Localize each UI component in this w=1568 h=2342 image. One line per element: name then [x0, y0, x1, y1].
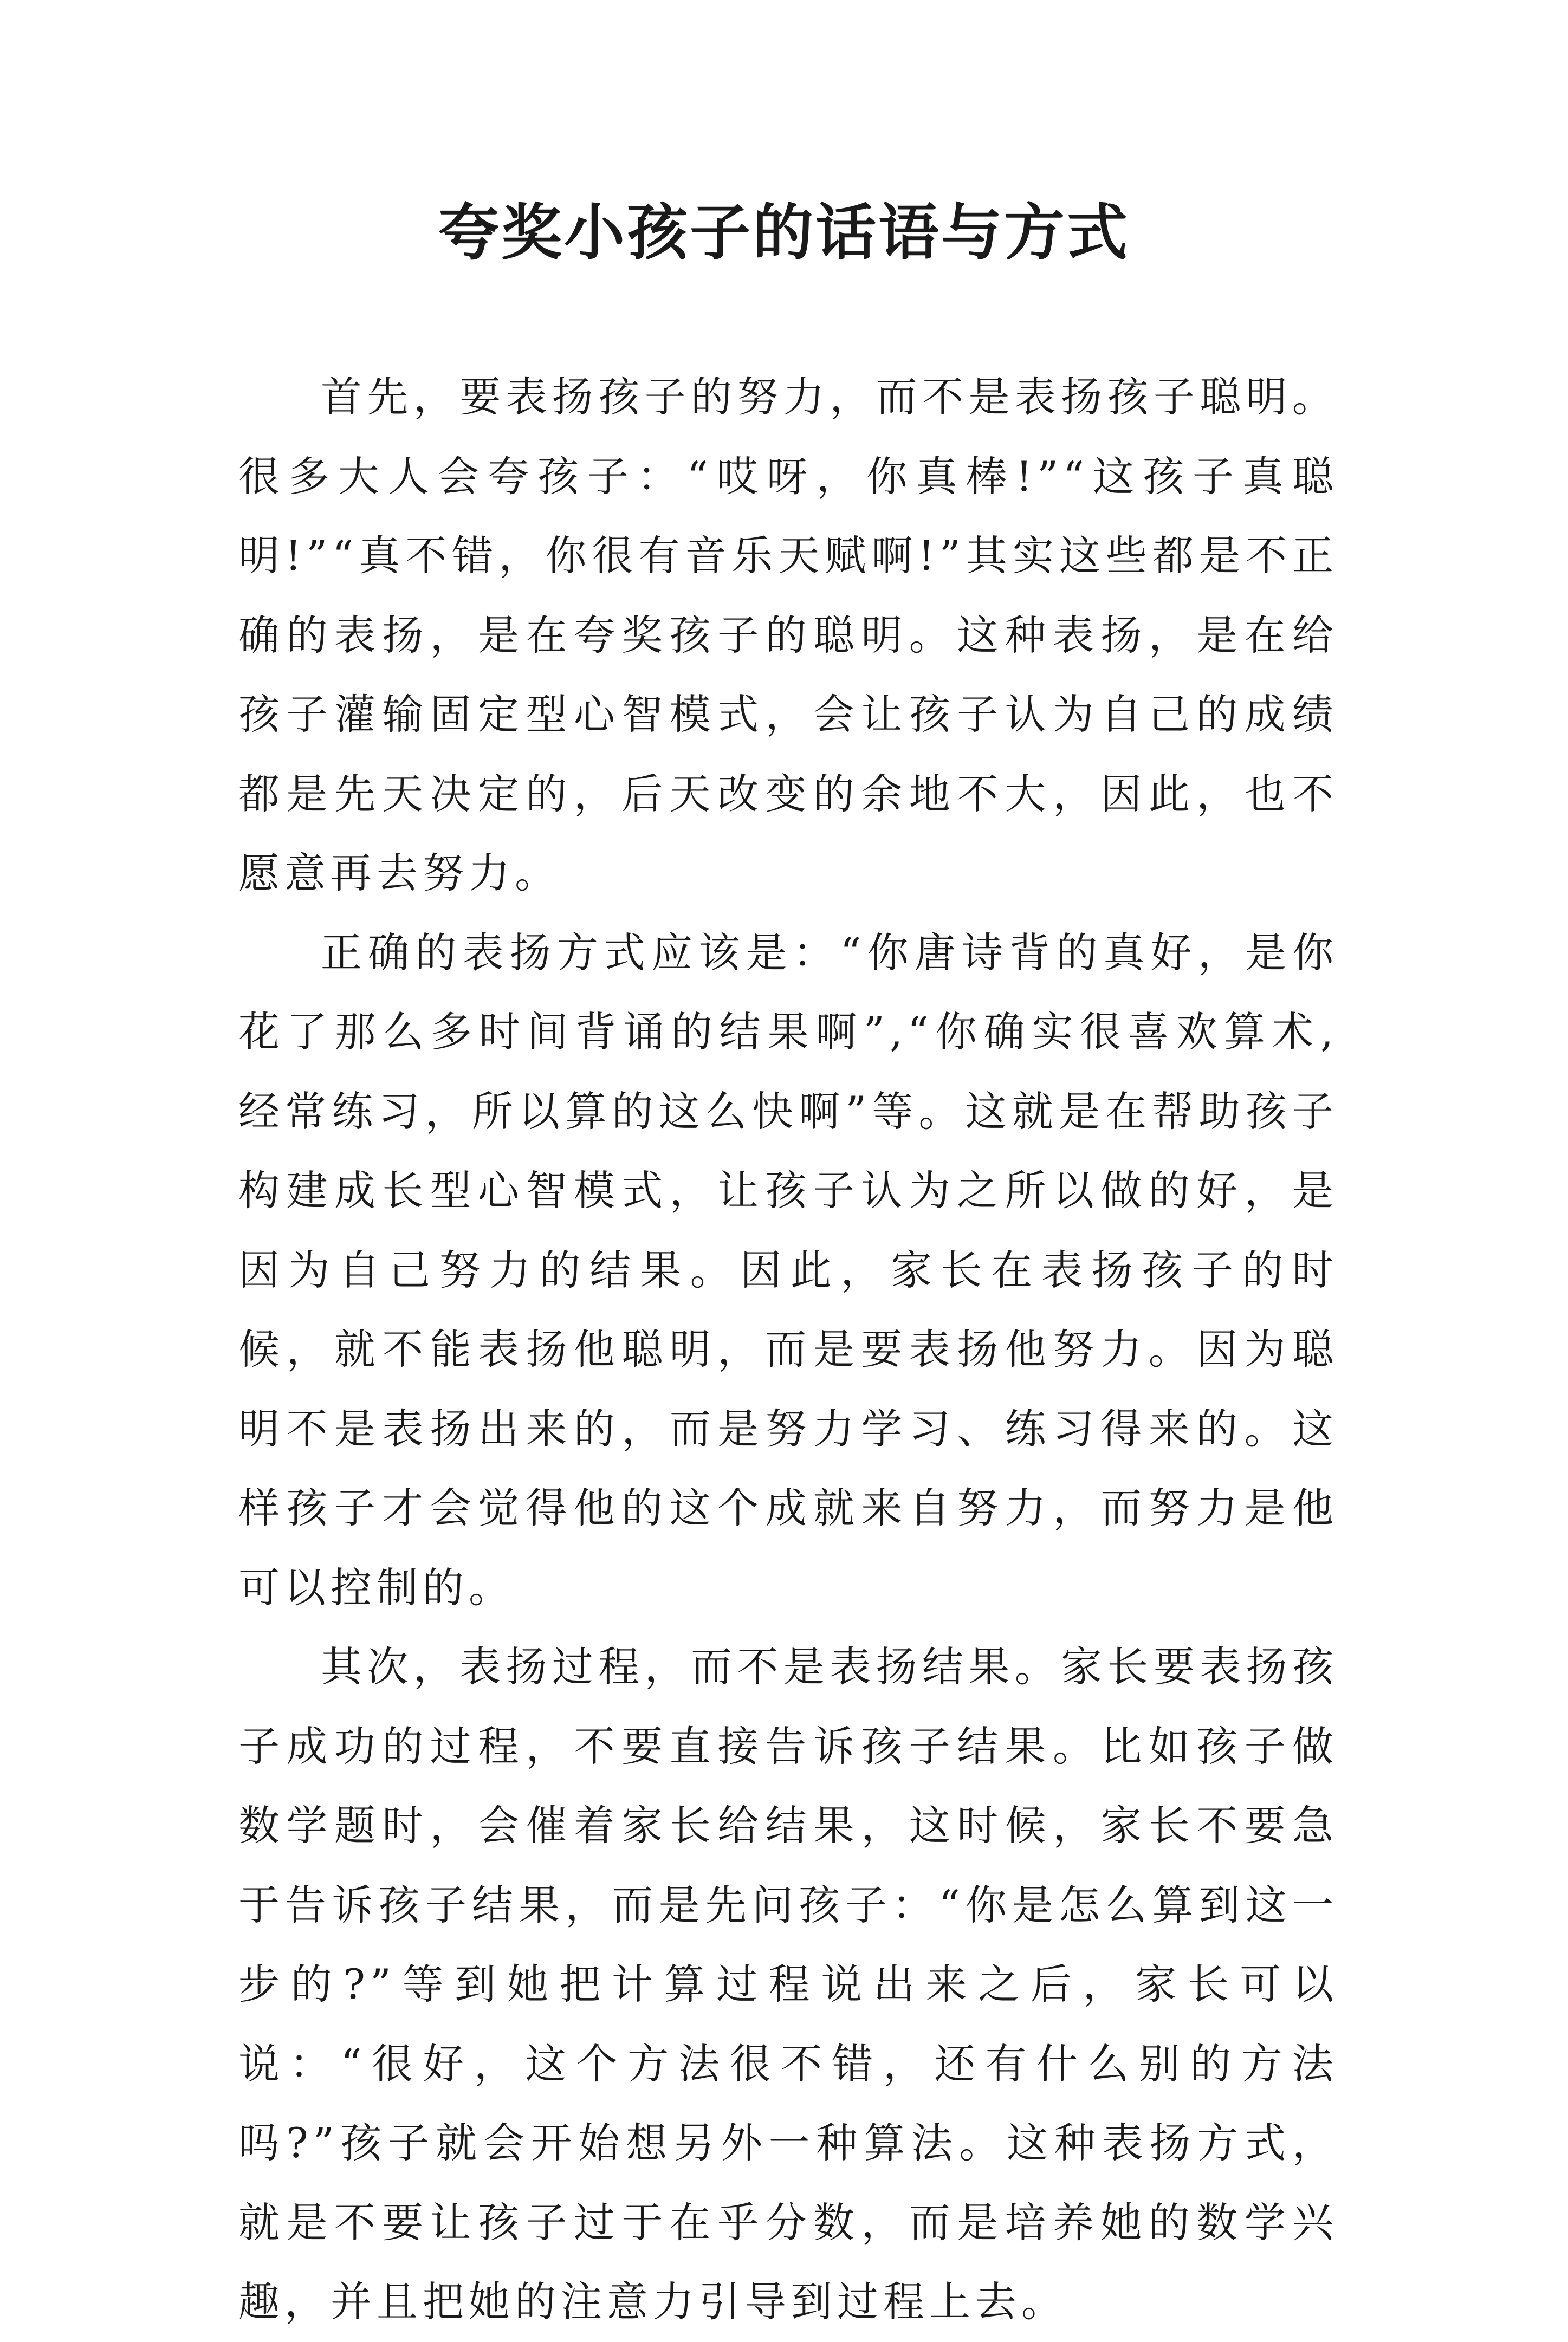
paragraph-praise-effort: 首先，要表扬孩子的努力，而不是表扬孩子聪明。很多大人会夸孩子：“哎呀，你真棒!”“这孩子真聪明!”“真不错，你很有音乐天赋啊!”其实这些都是不正确的表扬，是在夸奖孩子的聪明。这种表扬，是在给孩子灌输固定型心智模式，会让孩子认为自己的成绩都是先天决定的，后天改变的余地不大，因此，也不愿意再去努力。 — [238, 373, 1338, 897]
document-title: 夸奖小孩子的话语与方式 — [438, 197, 1130, 268]
paragraph-praise-process: 其次，表扬过程，而不是表扬结果。家长要表扬孩子成功的过程，不要直接告诉孩子结果。比如孩子做数学题时，会催着家长给结果，这时候，家长不要急于告诉孩子结果，而是先问孩子：“你是怎么算到这一步的?”等到她把计算过程说出来之后，家长可以说：“很好，这个方法很不错，还有什么别的方法吗?”孩子就会开始想另外一种算法。这种表扬方式，就是不要让孩子过于在乎分数，而是培养她的数学兴趣，并且把她的注意力引导到过程上去。 — [238, 1643, 1338, 2326]
paragraph-correct-praise: 正确的表扬方式应该是：“你唐诗背的真好，是你花了那么多时间背诵的结果啊”,“你确实很喜欢算术,经常练习，所以算的这么快啊”等。这就是在帮助孩子构建成长型心智模式，让孩子认为之所以做的好，是因为自己努力的结果。因此，家长在表扬孩子的时候，就不能表扬他聪明，而是要表扬他努力。因为聪明不是表扬出来的，而是努力学习、练习得来的。这样孩子才会觉得他的这个成就来自努力，而努力是他可以控制的。 — [238, 928, 1338, 1612]
document-body — [238, 358, 1338, 2342]
